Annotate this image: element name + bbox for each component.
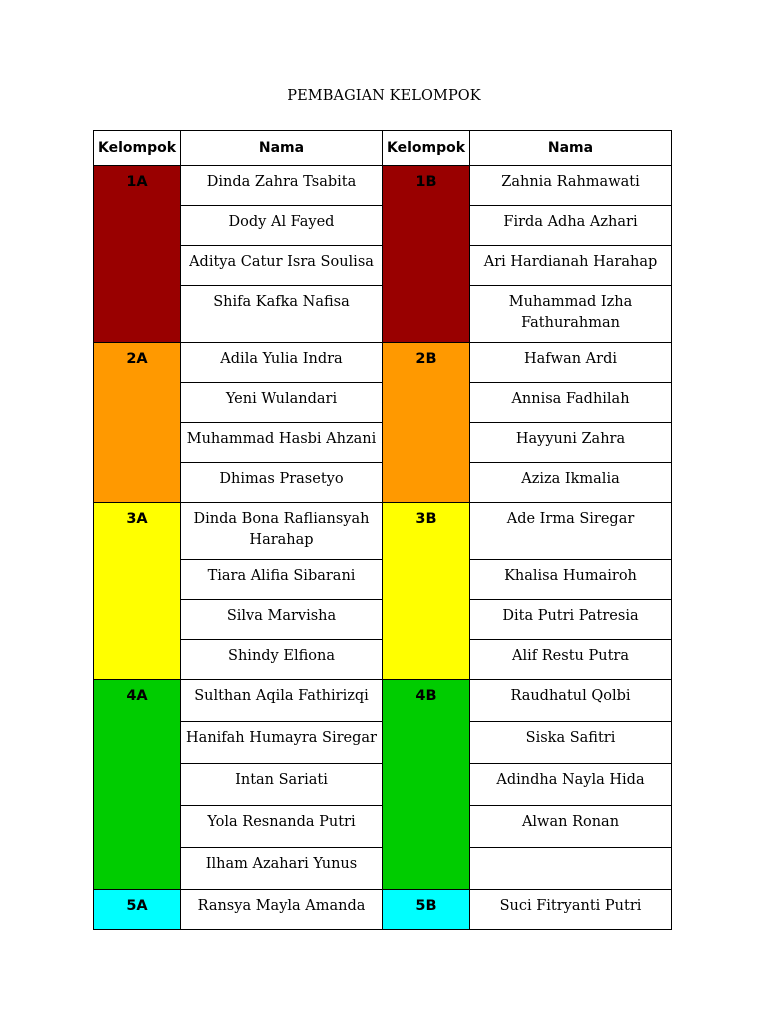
group-label-3a: 3A	[94, 503, 181, 680]
group-label-1b: 1B	[383, 166, 470, 343]
header-nama-right: Nama	[470, 131, 672, 166]
group-label-5b: 5B	[383, 890, 470, 930]
member-name: Aditya Catur Isra Soulisa	[181, 246, 383, 286]
member-name: Adindha Nayla Hida	[470, 764, 672, 806]
member-name: Annisa Fadhilah	[470, 383, 672, 423]
table-row	[94, 680, 672, 722]
table-row	[94, 343, 672, 383]
member-name: Ari Hardianah Harahap	[470, 246, 672, 286]
member-name: Ade Irma Siregar	[470, 503, 672, 560]
member-name: Siska Safitri	[470, 722, 672, 764]
document-title: PEMBAGIAN KELOMPOK	[287, 88, 481, 104]
table-row	[94, 890, 672, 930]
header-kelompok-right: Kelompok	[383, 131, 470, 166]
member-name: Hafwan Ardi	[470, 343, 672, 383]
member-name: Hanifah Humayra Siregar	[181, 722, 383, 764]
group-label-4b: 4B	[383, 680, 470, 890]
member-name: Dody Al Fayed	[181, 206, 383, 246]
group-label-2b: 2B	[383, 343, 470, 503]
member-name: Muhammad Hasbi Ahzani	[181, 423, 383, 463]
member-name: Muhammad Izha Fathurahman	[470, 286, 672, 343]
member-name: Hayyuni Zahra	[470, 423, 672, 463]
member-name: Dita Putri Patresia	[470, 600, 672, 640]
group-label-3b: 3B	[383, 503, 470, 680]
group-table	[93, 130, 672, 930]
header-nama-left: Nama	[181, 131, 383, 166]
member-name: Suci Fitryanti Putri	[470, 890, 672, 930]
member-name: Dhimas Prasetyo	[181, 463, 383, 503]
member-name: Sulthan Aqila Fathirizqi	[181, 680, 383, 722]
member-name: Yeni Wulandari	[181, 383, 383, 423]
table-header-row	[94, 131, 672, 166]
member-name: Alif Restu Putra	[470, 640, 672, 680]
member-name: Ilham Azahari Yunus	[181, 848, 383, 890]
member-name: Zahnia Rahmawati	[470, 166, 672, 206]
header-kelompok-left: Kelompok	[94, 131, 181, 166]
table-row	[94, 166, 672, 206]
member-name: Intan Sariati	[181, 764, 383, 806]
member-name: Alwan Ronan	[470, 806, 672, 848]
member-name: Dinda Zahra Tsabita	[181, 166, 383, 206]
member-name: Tiara Alifia Sibarani	[181, 560, 383, 600]
member-name	[470, 848, 672, 890]
member-name: Khalisa Humairoh	[470, 560, 672, 600]
member-name: Silva Marvisha	[181, 600, 383, 640]
member-name: Aziza Ikmalia	[470, 463, 672, 503]
table-row	[94, 503, 672, 560]
member-name: Yola Resnanda Putri	[181, 806, 383, 848]
group-label-1a: 1A	[94, 166, 181, 343]
group-label-4a: 4A	[94, 680, 181, 890]
member-name: Ransya Mayla Amanda	[181, 890, 383, 930]
member-name: Adila Yulia Indra	[181, 343, 383, 383]
group-label-2a: 2A	[94, 343, 181, 503]
member-name: Dinda Bona Rafliansyah Harahap	[181, 503, 383, 560]
member-name: Firda Adha Azhari	[470, 206, 672, 246]
group-label-5a: 5A	[94, 890, 181, 930]
member-name: Shindy Elfiona	[181, 640, 383, 680]
member-name: Raudhatul Qolbi	[470, 680, 672, 722]
member-name: Shifa Kafka Nafisa	[181, 286, 383, 343]
